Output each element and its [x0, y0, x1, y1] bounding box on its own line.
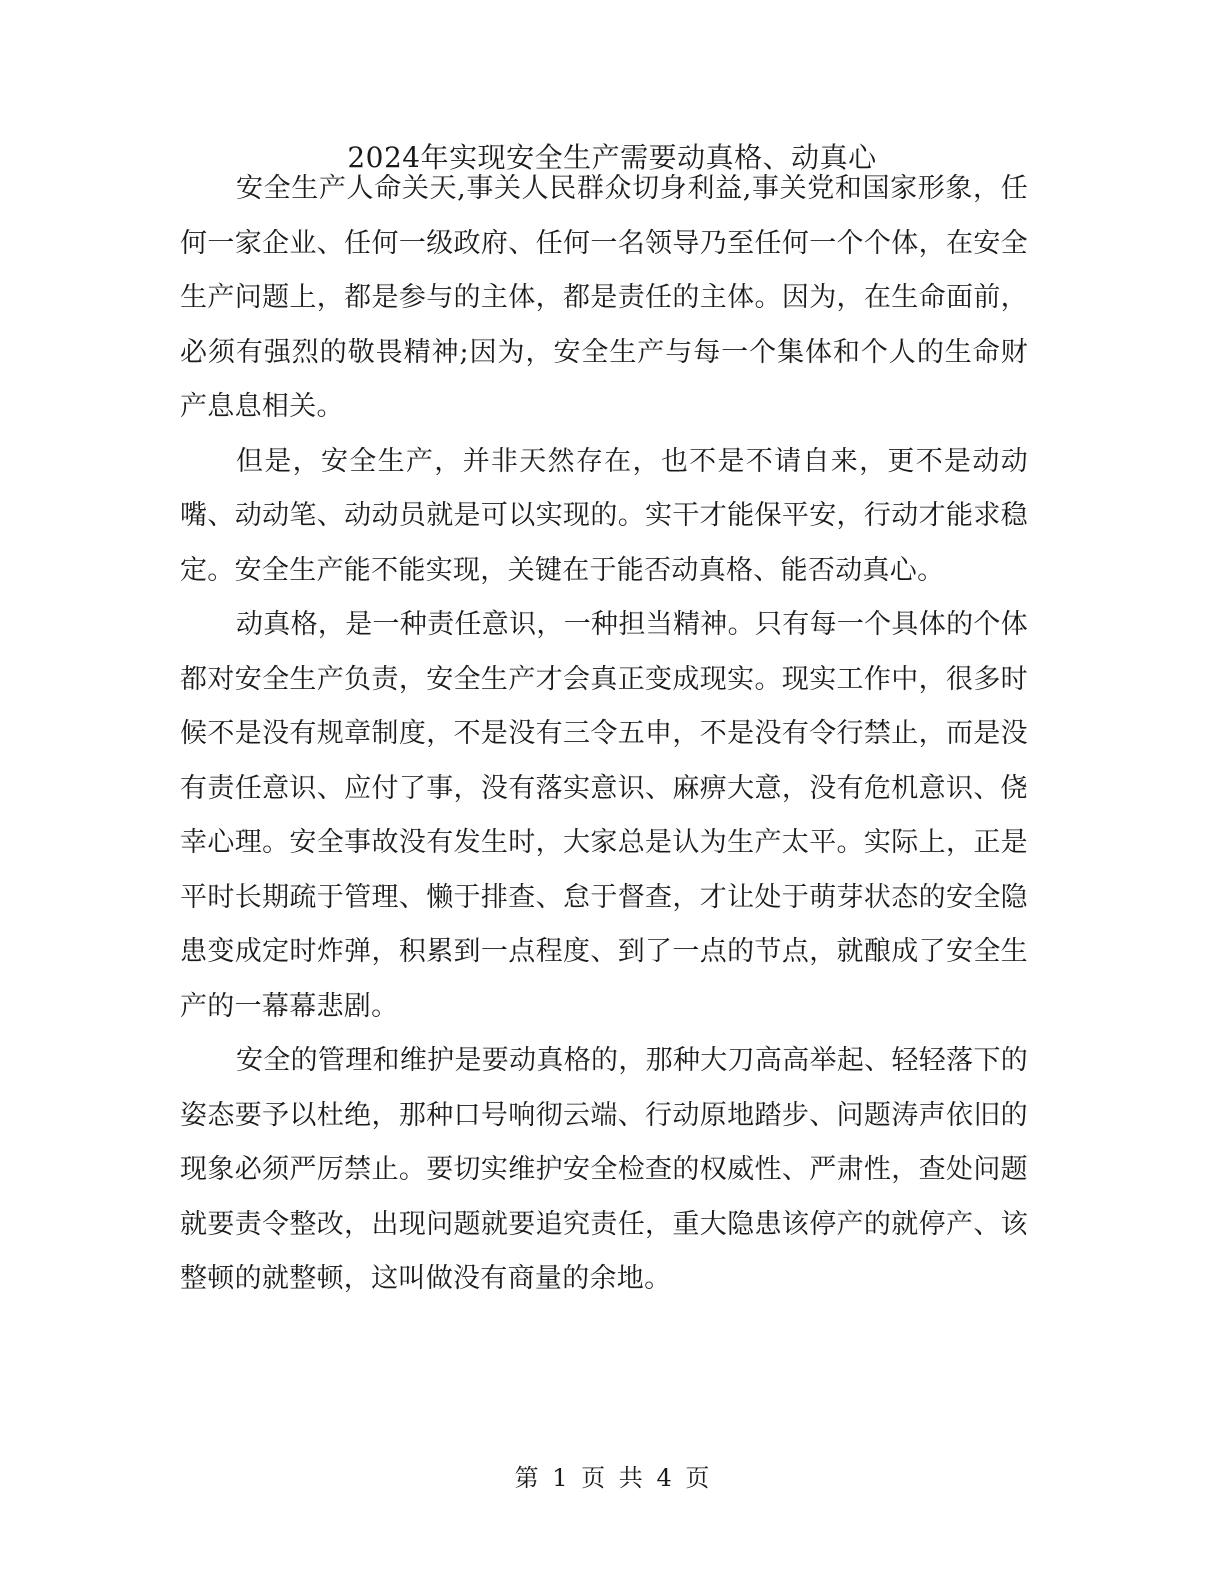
document-body	[180, 162, 1028, 1307]
document-title: 2024年实现安全生产需要动真格、动真心	[347, 141, 877, 174]
paragraph-4: 安全的管理和维护是要动真格的，那种大刀高高举起、轻轻落下的姿态要予以杜绝，那种口号响彻云端、行动原地踏步、问题涛声依旧的现象必须严厉禁止。要切实维护安全检查的权威性、严肃性，查处问题就要责令整改，出现问题就要追究责任，重大隐患该停产的就停产、该整顿的就整顿，这叫做没有商量的余地。	[180, 1045, 1028, 1294]
paragraph-2: 但是，安全生产，并非天然存在，也不是不请自来，更不是动动嘴、动动笔、动动员就是可以实现的。实干才能保平安，行动才能求稳定。安全生产能不能实现，关键在于能否动真格、能否动真心。	[180, 445, 1028, 586]
paragraph-3: 动真格，是一种责任意识，一种担当精神。只有每一个具体的个体都对安全生产负责，安全生产才会真正变成现实。现实工作中，很多时候不是没有规章制度，不是没有三令五申，不是没有令行禁止，而是没有责任意识、应付了事，没有落实意识、麻痹大意，没有危机意识、侥幸心理。安全事故没有发生时，大家总是认为生产太平。实际上，正是平时长期疏于管理、懒于排查、怠于督查，才让处于萌芽状态的安全隐患变成定时炸弹，积累到一点程度、到了一点的节点，就酿成了安全生产的一幕幕悲剧。	[180, 609, 1028, 1022]
page-number-footer: 第 1 页 共 4 页	[514, 1464, 710, 1492]
paragraph-1: 安全生产人命关天,事关人民群众切身利益,事关党和国家形象，任何一家企业、任何一级政府、任何一名领导乃至任何一个个体，在安全生产问题上，都是参与的主体，都是责任的主体。因为，在生命面前，必须有强烈的敬畏精神;因为，安全生产与每一个集体和个人的生命财产息息相关。	[180, 173, 1028, 422]
